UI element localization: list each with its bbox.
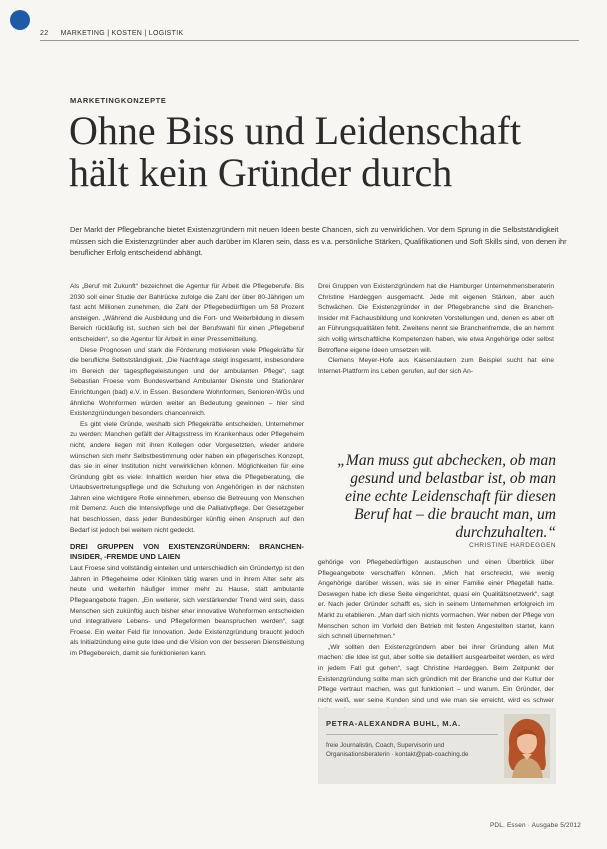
article-column-left	[70, 282, 304, 782]
article-column-right-top	[318, 282, 554, 434]
paragraph: „Wir sollten den Existenzgründern aber bei ihrer Gründung allen Mut machen: die Idee ist gut, aber sollte sie detailliert ausgearbeitet werden, es wird in jedem Fall gut gehen“, sagt Christine Hardeggen. Beim Zeitpunkt der Existenzgründung sollte man sich gründlich mit der Branche und der Kultur der Pflege vertraut machen, was gut funktioniert – und warum. Ein Gründer, der nicht weiß, wer seine Kunden sind und wie man sie erreicht, wird es schwer	[318, 643, 554, 704]
section-subheading: DREI GRUPPEN VON EXISTENZGRÜNDERN: BRANCHEN-INSIDER, -FREMDE UND LAIEN	[70, 542, 304, 562]
paragraph: Diese Prognosen und stark die Förderung motivieren viele Pflegekräfte für die berufliche Selbstständigkeit. „Die Nachfrage steigt insgesamt, insbesondere im Bereich der tagespflegeleistungen und der ambulanten Pflege“, sagt Sebastian Froese vom Bundesverband Ambulanter Dienste und Stationärer Einrichtungen (bad) e.V. in Essen. Besondere Wohnformen, Senioren-WGs und ähnliche Wohnformen würden weiter an Bedeutung gewinnen – hier sind Existenzgründungen besonders chancenreich.	[70, 346, 304, 418]
paragraph: Drei Gruppen von Existenzgründern hat die Hamburger Unternehmensberaterin Christine Hardeggen ausgemacht. Jede mit eigenen Stärken, aber auch Schwächen. Die Existenzgründer in der Pflegebranche sind die Branchen-Insider mit Fachausbildung und konkreten Vorstellungen und, denen es aber oft an Führungsqualitäten fehlt. Zweitens nennt sie Branchenfremde, die an hemmt sich vollig wirtschaftliche Kompetenzen haben, wie etwa Angehörige oder selbst Betroffene eigene Ideen umsetzen will.	[318, 283, 554, 354]
author-name: PETRA-ALEXANDRA BUHL, M.A.	[326, 719, 461, 728]
section-title: MARKETING | KOSTEN | LOGISTIK	[60, 30, 184, 37]
paragraph: Clemens Meyer-Hofe aus Kaiserslautern zum Beispiel sucht hat eine Internet-Plattform ins Leben gerufen, auf der sich An-	[318, 357, 554, 375]
section-marker-dot	[10, 10, 30, 30]
article-lead: Der Markt der Pflegebranche bietet Existenzgründern mit neuen Ideen beste Chancen, sich zu verwirklichen. Vor dem Sprung in die Selbstständigkeit müssen sich die Existenzgründer aber auch darüber im Klaren sein, dass es v.a. persönliche Stärken, Qualifikationen und Soft Skills sind, von denen ihr beruflicher Erfolg entscheidend abhängt.	[70, 225, 567, 257]
page-number: 22	[40, 30, 49, 37]
author-portrait-icon	[504, 714, 550, 778]
pull-quote-author: CHRISTINE HARDEGGEN	[469, 542, 556, 549]
author-box	[318, 708, 556, 784]
article-kicker: MARKETINGKONZEPTE	[70, 96, 167, 105]
author-bio: freie Journalistin, Coach, Supervisorin und Organisationsberaterin · kontakt@pab-coaching.de	[326, 742, 469, 759]
paragraph: Laut Froese sind vollständig einteilen und unterschiedlich ein Gründertyp ist den Jahren in Pflegeheime oder Kliniken tätig waren und in ihrem Alter sehr als heute und weiterhin häufiger immer mehr zu Hause, statt ambulante Pflegeangebote fragen. „Ein weiterer, sich verstärkender Trend wird sein, dass Menschen sich zukünftig auch bisher eher innovative Wohnformen entscheiden und integrativere Lebens- und Pflegeformen beanspruchen werden“, sagt Froese. Ein weiter Feld für Innovation. Jede Existenzgründung braucht jedoch als Initialzündung eine gute Idee und die Vision von der besseren Dienstleistung im Pflegebereich, damit sie funktionieren kann.	[70, 565, 304, 657]
pull-quote: „Man muss gut abchecken, ob man gesund und belastbar ist, ob man eine echte Leidenschaft für diesen Beruf hat – die braucht man, um durchzuhalten.“	[337, 452, 556, 541]
page-footer: PDL. Essen · Ausgabe 5/2012	[489, 822, 581, 829]
author-divider	[326, 734, 498, 735]
paragraph: Es gibt viele Gründe, weshalb sich Pflegekräfte entscheiden, Unternehmer zu werden: Manchen gefällt der Alltagsstress im Krankenhaus oder Pflegeheim nicht, andere liegen mit ihren Kollegen oder Vorgesetzten, wieder andere wünschen sich mehr Selbstbestimmung oder haben ein pflegerisches Konzept, das sie in einer Institution nicht verwirklichen können. Möglichkeiten für eine Gründung gibt es viele: Inhaltlich werden hier etwa die Pflegeberatung, die Urlaubsvertretungspflege und die Schulung von Angehörigen in der nächsten Jahren eine wichtigere Rolle einnehmen, ebenso die Betreuung von Menschen mit Demenz. Auch die Intensivpflege und die Palliativpflege. Der Gesetzgeber hat beschlossen, dass jeder Bundesbürger künftig einen Anspruch auf den Bedarf ist jedoch bei weitem nicht gedeckt.	[70, 420, 304, 534]
paragraph: gehörige von Pflegebedürftigen austauschen und einen Überblick über Pflegeangebote verschaffen können. „Mich hat erschreckt, wie wenig Angehörige darüber wissen, was sie in einer Familie einer Pflegefall hatte. Deswegen habe ich diese Seite eingerichtet, quasi ein Qualitätsnetzwerk“, sagt er. Nach jeder Gründer schafft es, sich in seinem Unternehmen erfolgreich im Markt zu etablieren. „Man darf sich nichts vormachen. Wer neben der Pflege von Menschen schon im Vorfeld den Betrieb mit festen Angestellten startet, kann sich schnell übernehmen.“	[318, 559, 554, 641]
header-rule	[40, 40, 579, 41]
running-header	[40, 30, 183, 37]
article-column-right-bottom	[318, 558, 554, 703]
article-headline: Ohne Biss und Leidenschaft hält kein Gründer durch	[69, 108, 522, 195]
paragraph: Als „Beruf mit Zukunft“ bezeichnet die Agentur für Arbeit die Pflegeberufe. Bis 2030 soll einer Studie der Bahlrücke zufolge die Zahl der über 80-Jährigen um fast acht Millionen zunehmen, die Zahl der Pflegebedürftigen um 58 Prozent ansteigen. „Während die Ausbildung und die Fort- und Weiterbildung in diesem Bereich rückläufig ist, suchen sich bei der Berufswahl für einen „Pflegeberuf entscheiden“, so die Agentur für Arbeit in einer Pressemitteilung.	[70, 283, 304, 343]
